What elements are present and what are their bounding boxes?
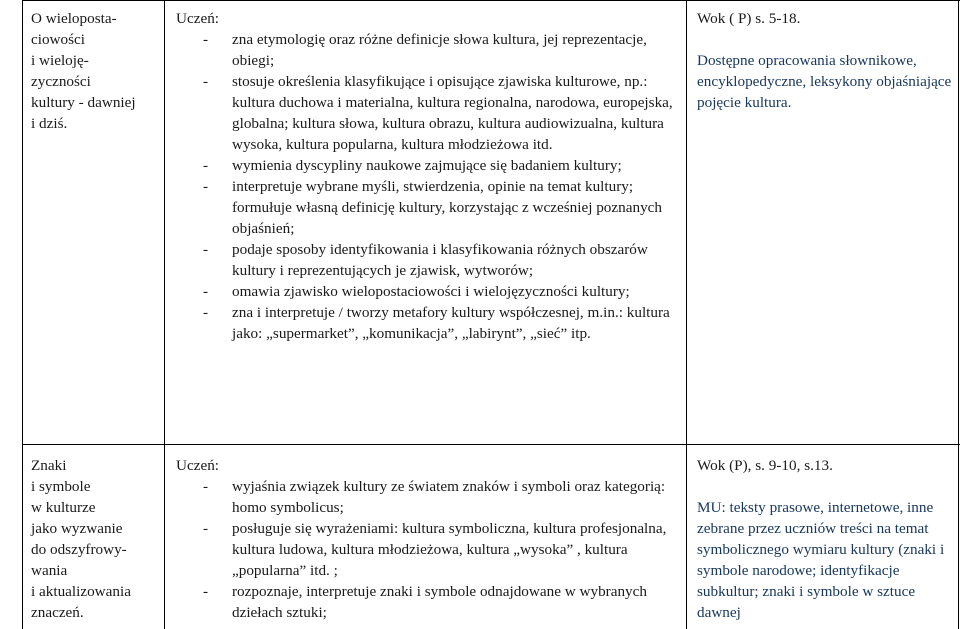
requirement-text: rozpoznaje, interpretuje znaki i symbole odnajdowane w wybranych dziełach sztuki; (232, 583, 647, 621)
requirements-cell (176, 455, 676, 623)
topic-line: znaczeń. (31, 604, 84, 621)
requirement-text: wyjaśnia związek kultury ze światem znaków i symboli oraz kategorią: homo symbolicus; (232, 478, 666, 516)
table-border-top (22, 0, 960, 1)
topic-line: wania (31, 562, 68, 579)
topic-line: zyczności (31, 73, 91, 90)
requirement-text: zna etymologię oraz różne definicje słowa kultura, jej reprezentacje, obiegi; (232, 31, 647, 69)
requirement-text: podaje sposoby identyfikowania i klasyfikowania różnych obszarów kultury i reprezentujących je zjawisk, wytworów; (232, 241, 648, 279)
topic-line: O wielopostа- (31, 10, 117, 27)
requirement-text: interpretuje wybrane myśli, stwierdzenia, opinie na temat kultury; formułuje własną definicję kultury, korzystając z wcześniej poznanych objaśnień; (232, 178, 663, 237)
column-divider (686, 0, 687, 629)
requirement-text: zna i interpretuje / tworzy metafory kultury współczesnej, m.in.: kultura jako: „supermarket”, „komunikacja”, „labirynt”, „sieć” itp. (232, 304, 670, 342)
column-divider (164, 0, 165, 629)
list-item: - rozpoznaje, interpretuje znaki i symbole odnajdowane w wybranych dziełach sztuki; (203, 583, 647, 621)
list-item: - posługuje się wyrażeniami: kultura symboliczna, kultura profesjonalna, kultura ludowa, kultura młodzieżowa, kultura „wysoka” , kultura „popularna” itd. ; (203, 520, 667, 579)
topic-line: ciowości (31, 31, 85, 48)
pupil-label: Uczeń: (176, 10, 220, 27)
table-border-left (22, 0, 23, 629)
list-item: - wymienia dyscypliny naukowe zajmujące się badaniem kultury; (203, 157, 622, 174)
topic-line: i dziś. (31, 115, 68, 132)
topic-cell (31, 455, 156, 623)
topic-line: jako wyzwanie (31, 520, 123, 537)
topic-line: kultury - dawniej (31, 94, 136, 111)
list-item: - zna etymologię oraz różne definicje słowa kultura, jej reprezentacje, obiegi; (203, 31, 647, 69)
list-item: - interpretuje wybrane myśli, stwierdzenia, opinie na temat kultury; formułuje własną definicję kultury, korzystając z wcześniej poznanych objaśnień; (203, 178, 663, 237)
list-item: - wyjaśnia związek kultury ze światem znaków i symboli oraz kategorią: homo symbolicus; (203, 478, 666, 516)
source-note: MU: teksty prasowe, internetowe, inne zebrane przez uczniów treści na temat symbolicznego wymiaru kultury (znaki i symbole narodowe; identyfikacje subkultur; znaki i symbole w sztuce dawnej (697, 499, 945, 621)
requirement-text: stosuje określenia klasyfikujące i opisujące zjawiska kulturowe, np.: kultura duchowa i materialna, kultura regionalna, narodowa, europejska, globalna; kultura słowa, kultura obrazu, kultura audiowizualna, kultura wysoka, kultura popularna, kultura młodzieżowa itd. (232, 73, 673, 153)
topic-line: w kulturze (31, 499, 96, 516)
source-note: Dostępne opracowania słownikowe, encyklopedyczne, leksykony objaśniające pojęcie kultura. (697, 52, 952, 111)
requirements-cell (176, 8, 676, 344)
row-divider (22, 444, 960, 445)
list-item: - omawia zjawisko wielopostaciowości i wielojęzyczności kultury; (203, 283, 630, 300)
list-item: - zna i interpretuje / tworzy metafory kultury współczesnej, m.in.: kultura jako: „supermarket”, „komunikacja”, „labirynt”, „sieć” itp. (203, 304, 670, 342)
requirement-text: wymienia dyscypliny naukowe zajmujące się badaniem kultury; (232, 157, 622, 174)
topic-line: Znaki (31, 457, 67, 474)
list-item: - podaje sposoby identyfikowania i klasyfikowania różnych obszarów kultury i reprezentujących je zjawisk, wytworów; (203, 241, 648, 279)
table-border-right (958, 0, 959, 629)
source-reference: Wok ( P) s. 5-18. (697, 10, 801, 27)
source-reference: Wok (P), s. 9-10, s.13. (697, 457, 833, 474)
topic-line: i wieloję- (31, 52, 89, 69)
topic-line: i aktualizowania (31, 583, 131, 600)
requirement-text: posługuje się wyrażeniami: kultura symboliczna, kultura profesjonalna, kultura ludowa, kultura młodzieżowa, kultura „wysoka” , kultura „popularna” itd. ; (232, 520, 667, 579)
sources-cell (697, 8, 955, 113)
topic-line: do odszyfrowy- (31, 541, 127, 558)
topic-line: i symbole (31, 478, 91, 495)
requirement-text: omawia zjawisko wielopostaciowości i wielojęzyczności kultury; (232, 283, 630, 300)
list-item: - stosuje określenia klasyfikujące i opisujące zjawiska kulturowe, np.: kultura duchowa i materialna, kultura regionalna, narodowa, europejska, globalna; kultura słowa, kultura obrazu, kultura audiowizualna, kultura wysoka, kultura popularna, kultura młodzieżowa itd. (203, 73, 673, 153)
topic-cell (31, 8, 156, 134)
sources-cell (697, 455, 955, 623)
pupil-label: Uczeń: (176, 457, 220, 474)
